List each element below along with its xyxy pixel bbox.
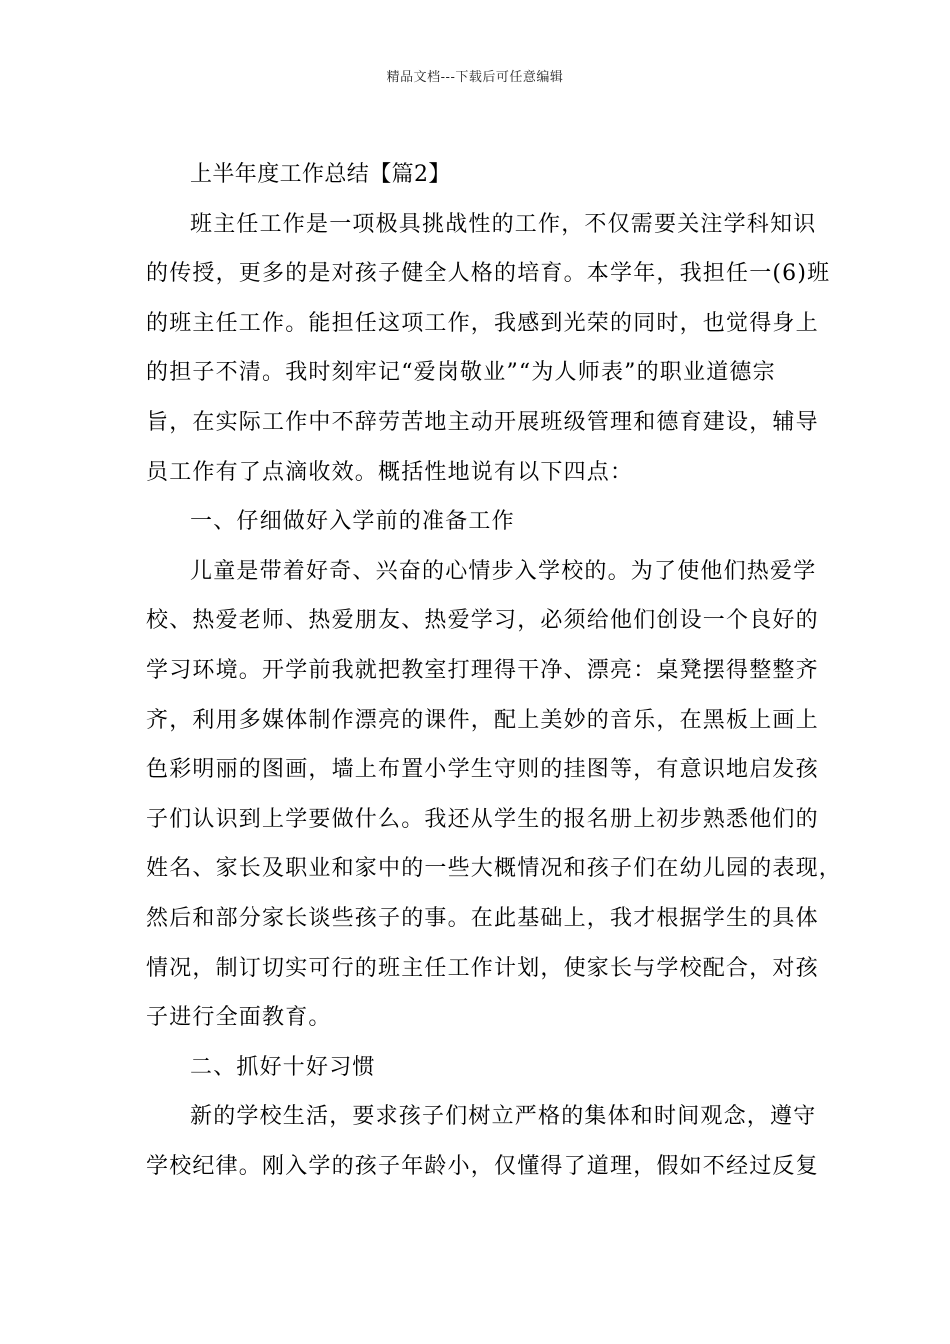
paragraph-line: 齐，利用多媒体制作漂亮的课件，配上美妙的音乐，在黑板上画上 [146,707,819,733]
paragraph-line: 员工作有了点滴收效。概括性地说有以下四点： [146,459,634,485]
paragraph-line: 姓名、家长及职业和家中的一些大概情况和孩子们在幼儿园的表现， [146,856,843,882]
section-heading-1: 一、仔细做好入学前的准备工作 [190,509,515,535]
paragraph-line: 校、热爱老师、热爱朋友、热爱学习，必须给他们创设一个良好的 [146,608,819,634]
paragraph-line: 新的学校生活，要求孩子们树立严格的集体和时间观念，遵守 [190,1104,817,1130]
intro-paragraph [146,200,831,498]
header-note: 精品文档---下载后可任意编辑 [386,70,564,85]
paragraph-line: 色彩明丽的图画，墙上布置小学生守则的挂图等，有意识地启发孩 [146,757,819,783]
paragraph-line: 班主任工作是一项极具挑战性的工作，不仅需要关注学科知识 [190,211,817,237]
document-title: 上半年度工作总结【篇2】 [190,162,451,187]
paragraph-line: 的传授，更多的是对孩子健全人格的培育。本学年，我担任一(6)班 [146,261,831,287]
paragraph-line: 的担子不清。我时刻牢记“爱岗敬业”“为人师表”的职业道德宗 [146,360,776,386]
paragraph-line: 然后和部分家长谈些孩子的事。在此基础上，我才根据学生的具体 [146,905,819,931]
paragraph-line: 子进行全面教育。 [146,1005,332,1031]
section-heading-2: 二、抓好十好习惯 [190,1054,376,1080]
paragraph-line: 情况，制订切实可行的班主任工作计划，使家长与学校配合，对孩 [146,955,819,981]
paragraph-line: 旨，在实际工作中不辞劳苦地主动开展班级管理和德育建设，辅导 [146,409,819,435]
paragraph-line: 的班主任工作。能担任这项工作，我感到光荣的同时，也觉得身上 [146,310,819,336]
paragraph-line: 学校纪律。刚入学的孩子年龄小，仅懂得了道理，假如不经过反复 [146,1153,819,1179]
paragraph-line: 子们认识到上学要做什么。我还从学生的报名册上初步熟悉他们的 [146,806,819,832]
paragraph-line: 儿童是带着好奇、兴奋的心情步入学校的。为了使他们热爱学 [190,558,817,584]
section-1-paragraph [146,547,843,1043]
section-2-paragraph [146,1092,818,1191]
paragraph-line: 学习环境。开学前我就把教室打理得干净、漂亮：桌凳摆得整整齐 [146,657,819,683]
document-body [146,150,843,1191]
